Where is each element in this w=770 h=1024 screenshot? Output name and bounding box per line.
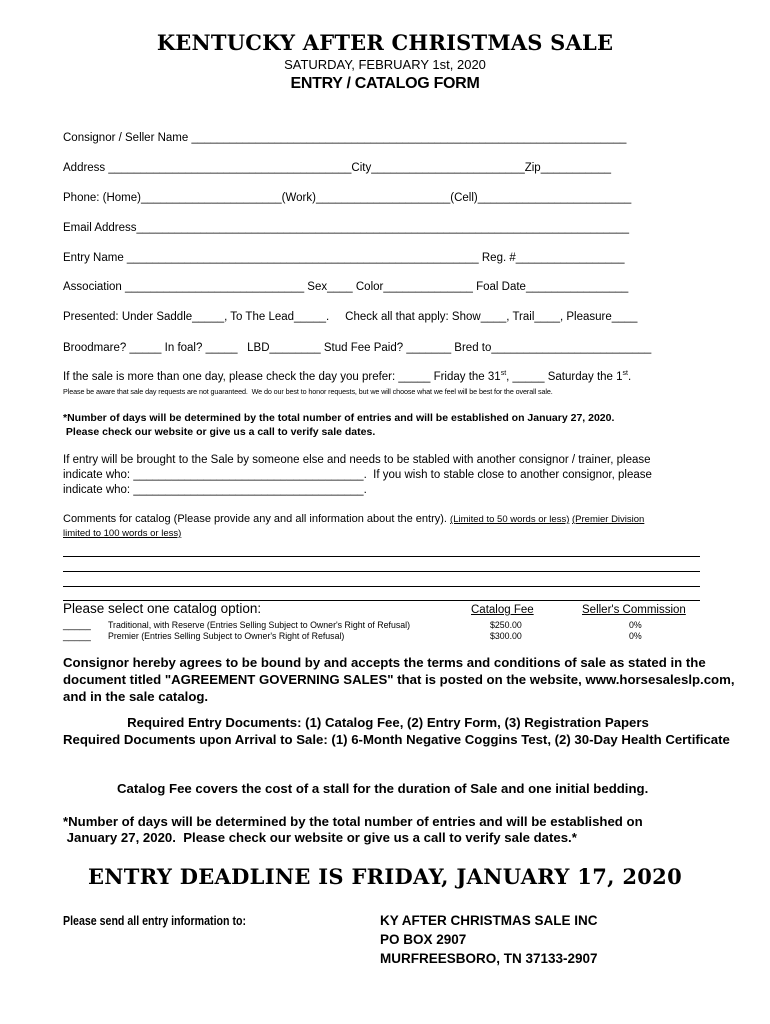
- phone-field[interactable]: Phone: (Home)______________________(Work)_____________________(Cell)________________________: [63, 192, 632, 204]
- comments-label: [63, 513, 644, 525]
- catalog-fee-header: Catalog Fee: [471, 604, 534, 616]
- premier-fee: $300.00: [490, 631, 522, 641]
- traditional-commission: 0%: [629, 620, 642, 630]
- sale-day-ordinal-2: st: [622, 370, 628, 377]
- sale-date: SATURDAY, FEBRUARY 1st, 2020: [284, 57, 486, 72]
- premier-option-blank[interactable]: _____: [63, 631, 91, 642]
- mailing-label: Please send all entry information to:: [63, 914, 247, 928]
- comment-line-2[interactable]: [63, 571, 700, 572]
- presented-field[interactable]: Presented: Under Saddle_____, To The Lead_____. Check all that apply: Show____, Trail____, Pleasure____: [63, 311, 638, 323]
- entry-name-field[interactable]: Entry Name _______________________________________________________ Reg. #_________________: [63, 252, 625, 264]
- traditional-option-label: Traditional, with Reserve (Entries Selling Subject to Owner's Right of Refusal): [108, 620, 411, 630]
- stabling-line1: If entry will be brought to the Sale by someone else and needs to be stabled with another consignor / trainer, please: [63, 454, 651, 466]
- premier-limit-text: limited to 100 words or less): [63, 528, 182, 539]
- traditional-option-blank[interactable]: _____: [63, 620, 91, 631]
- entry-deadline: ENTRY DEADLINE IS FRIDAY, JANUARY 17, 2020: [88, 864, 682, 889]
- required-arrival-docs: Required Documents upon Arrival to Sale: (1) 6-Month Negative Coggins Test, (2) 30-Day Health Certificate: [63, 732, 730, 747]
- sale-day-ordinal: st: [500, 370, 507, 377]
- comments-limit: (Limited to 50 words or less): [450, 514, 570, 525]
- stabling-line2[interactable]: indicate who: ____________________________________. If you wish to stable close to another consignor, please: [63, 469, 652, 481]
- commission-header: Seller's Commission: [582, 604, 686, 616]
- premier-limit: (Premier Division: [572, 514, 645, 525]
- days-notice-line2: Please check our website or give us a call to verify sale dates.: [63, 426, 376, 438]
- days-notice-line1: *Number of days will be determined by the total number of entries and will be established on January 27, 2020.: [63, 412, 615, 424]
- sale-day-note: Please be aware that sale day requests are not guaranteed. We do our best to honor requests, but we will choose what we feel will be best for the overall sale.: [63, 387, 553, 396]
- mailing-po-box: PO BOX 2907: [380, 932, 467, 947]
- bedding-note: Catalog Fee covers the cost of a stall for the duration of Sale and one initial bedding.: [117, 781, 649, 796]
- mailing-city: MURFREESBORO, TN 37133-2907: [380, 951, 598, 966]
- stabling-line3[interactable]: indicate who: ____________________________________.: [63, 484, 367, 496]
- agreement-paragraph: Consignor hereby agrees to be bound by and accepts the terms and conditions of sale as stated in the document titled "AGREEMENT GOVERNING SALES" that is posted on the website, www.horsesaleslp.com, and in the sale catalog.: [63, 655, 735, 704]
- address-field[interactable]: Address ______________________________________City________________________Zip___________: [63, 162, 612, 174]
- premier-option-label: Premier (Entries Selling Subject to Owner's Right of Refusal): [108, 631, 345, 641]
- sale-day-text: If the sale is more than one day, please check the day you prefer: _____ Friday the 31: [63, 370, 501, 383]
- comments-lead: Comments for catalog (Please provide any and all information about the entry).: [63, 513, 451, 525]
- sale-day-preference[interactable]: [63, 370, 631, 383]
- traditional-fee: $250.00: [490, 620, 522, 630]
- sale-day-text-2: , _____ Saturday the 1: [506, 370, 623, 383]
- premier-limit-cont: [63, 528, 181, 539]
- comment-line-3[interactable]: [63, 586, 700, 587]
- days-note-line2: January 27, 2020. Please check our website or give us a call to verify sale dates.*: [63, 830, 577, 845]
- required-entry-docs: Required Entry Documents: (1) Catalog Fee, (2) Entry Form, (3) Registration Papers: [127, 715, 649, 730]
- comment-line-1[interactable]: [63, 556, 700, 557]
- form-subtitle: ENTRY / CATALOG FORM: [290, 75, 480, 92]
- days-note-line1: *Number of days will be determined by the total number of entries and will be established on: [63, 814, 643, 829]
- mailing-name: KY AFTER CHRISTMAS SALE INC: [380, 913, 598, 928]
- page-title: KENTUCKY AFTER CHRISTMAS SALE: [156, 30, 614, 55]
- email-field[interactable]: Email Address_____________________________________________________________________________: [63, 222, 629, 234]
- sale-day-end: .: [627, 370, 632, 383]
- premier-commission: 0%: [629, 631, 642, 641]
- consignor-name-field[interactable]: Consignor / Seller Name ____________________________________________________________________: [63, 132, 627, 144]
- association-field[interactable]: Association ____________________________ Sex____ Color______________ Foal Date________________: [63, 281, 629, 293]
- broodmare-field[interactable]: Broodmare? _____ In foal? _____ LBD________ Stud Fee Paid? _______ Bred to_________________________: [63, 342, 652, 354]
- catalog-option-heading: Please select one catalog option:: [63, 601, 262, 616]
